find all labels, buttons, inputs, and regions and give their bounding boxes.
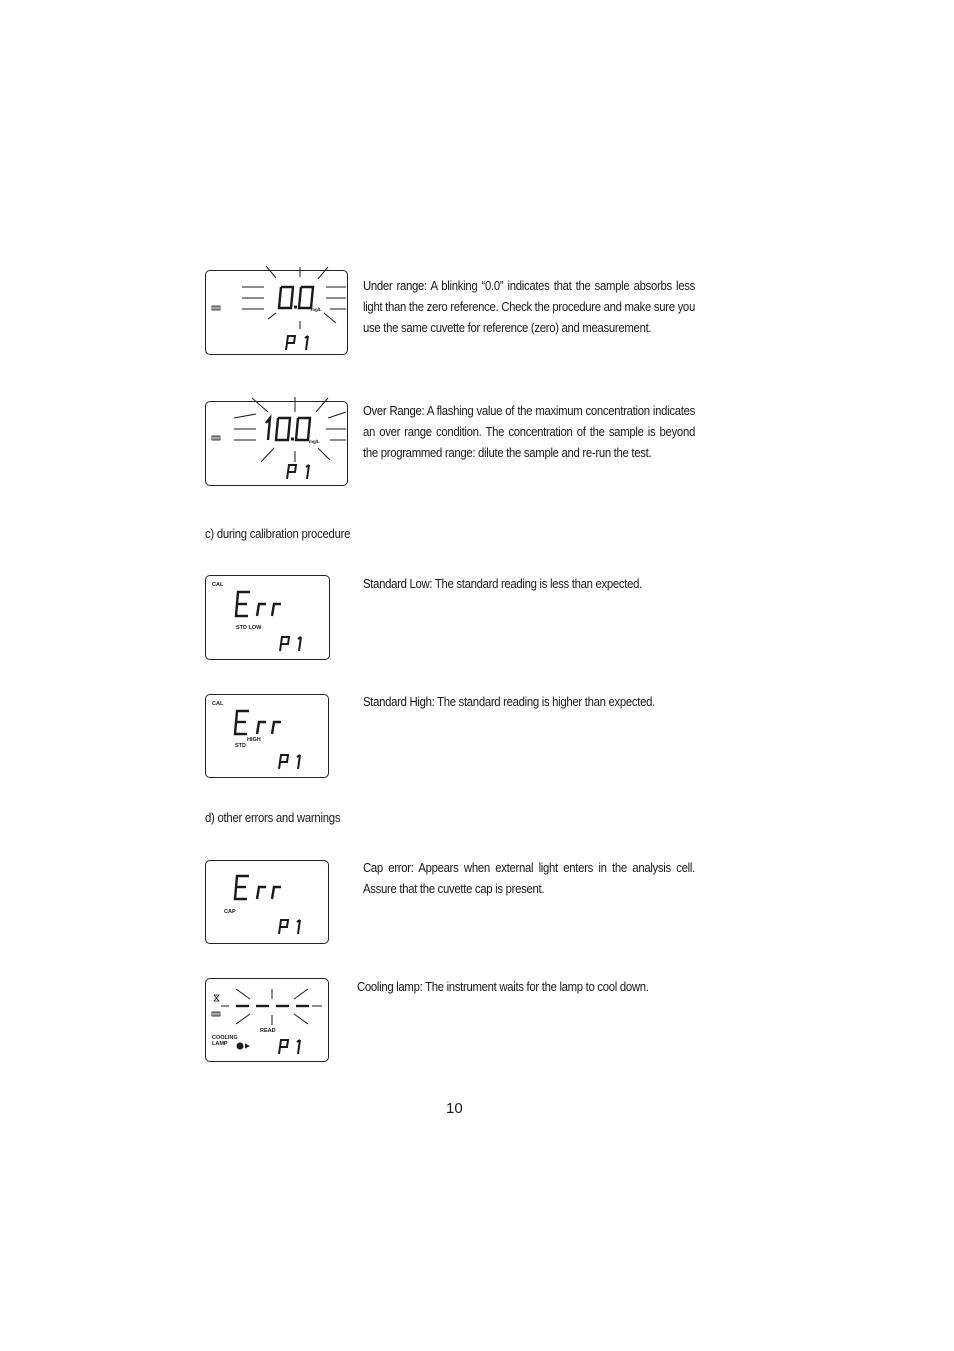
err-icon (236, 592, 281, 616)
err-icon (235, 711, 281, 734)
lcd-cooling-lamp-graphic (206, 979, 328, 1061)
lcd-cap-error (205, 860, 329, 944)
standard-low-text (363, 573, 724, 594)
over-range-term: Over Range: (363, 403, 425, 418)
hourglass-icon (214, 995, 219, 1001)
lcd-standard-low (205, 575, 330, 660)
standard-high-text (363, 691, 724, 712)
lcd-standard-high-graphic (206, 695, 328, 777)
lcd-standard-high (205, 694, 329, 778)
std-low-label: STD LOW (236, 625, 262, 631)
unit-label: mg/L (309, 439, 320, 444)
program-label-icon (287, 465, 309, 479)
lcd-cooling-lamp (205, 978, 329, 1062)
lcd-under-range (205, 270, 348, 355)
blink-rays-icon (242, 266, 346, 329)
err-icon (235, 876, 281, 899)
cooling-lamp-description: The instrument waits for the lamp to cool down. (422, 979, 649, 994)
battery-icon (212, 1012, 220, 1016)
display-value-icon (266, 418, 310, 441)
standard-high-term: Standard High: (363, 694, 435, 709)
page-number: 10 (446, 1100, 463, 1117)
cap-error-description: Appears when external light enters in the analysis cell. Assure that the cuvette cap is present. (363, 860, 695, 897)
cooling-lamp-term: Cooling lamp: (357, 979, 423, 994)
program-label-icon (280, 637, 301, 651)
program-label-icon (279, 920, 300, 934)
standard-low-description: The standard reading is less than expected. (432, 576, 642, 591)
standard-high-description: The standard reading is higher than expected. (434, 694, 655, 709)
battery-icon (212, 436, 220, 440)
cooling-label: COOLING (212, 1035, 238, 1041)
under-range-description: A blinking “0.0” indicates that the sample absorbs less light than the zero reference. Check the procedure and make sure you use the same cuvette for reference (zero) and measurement. (363, 278, 695, 336)
program-label-icon (279, 1040, 300, 1054)
cap-error-term: Cap error: (363, 860, 414, 875)
under-range-text (363, 275, 695, 339)
program-label-icon (279, 755, 300, 769)
lamp-dot-icon (237, 1043, 244, 1050)
arrow-right-icon (245, 1044, 250, 1049)
under-range-term: Under range: (363, 278, 427, 293)
battery-icon (212, 306, 220, 310)
lcd-over-range (205, 401, 348, 486)
cap-error-text (363, 857, 695, 899)
lcd-over-range-graphic (206, 402, 347, 485)
cap-label: CAP (224, 909, 236, 915)
cal-label: CAL (212, 701, 224, 707)
unit-label: mg/L (311, 307, 322, 312)
lcd-cap-error-graphic (206, 861, 328, 943)
lcd-under-range-graphic (206, 271, 347, 354)
lamp-label: LAMP (212, 1041, 228, 1047)
high-label: HIGH (247, 737, 261, 743)
program-label-icon (286, 336, 308, 350)
std-label: STD (235, 743, 246, 749)
section-heading-other-errors: d) other errors and warnings (205, 810, 341, 825)
read-label: READ (260, 1028, 276, 1034)
cal-label: CAL (212, 582, 224, 588)
lcd-standard-low-graphic (206, 576, 329, 659)
standard-low-term: Standard Low: (363, 576, 433, 591)
over-range-description: A flashing value of the maximum concentration indicates an over range condition. The concentration of the sample is beyond the programmed range: dilute the sample and re-run the test. (363, 403, 695, 461)
over-range-text (363, 400, 695, 464)
cooling-lamp-text (357, 976, 718, 997)
section-heading-calibration: c) during calibration procedure (205, 526, 351, 541)
display-value-icon (279, 287, 313, 309)
